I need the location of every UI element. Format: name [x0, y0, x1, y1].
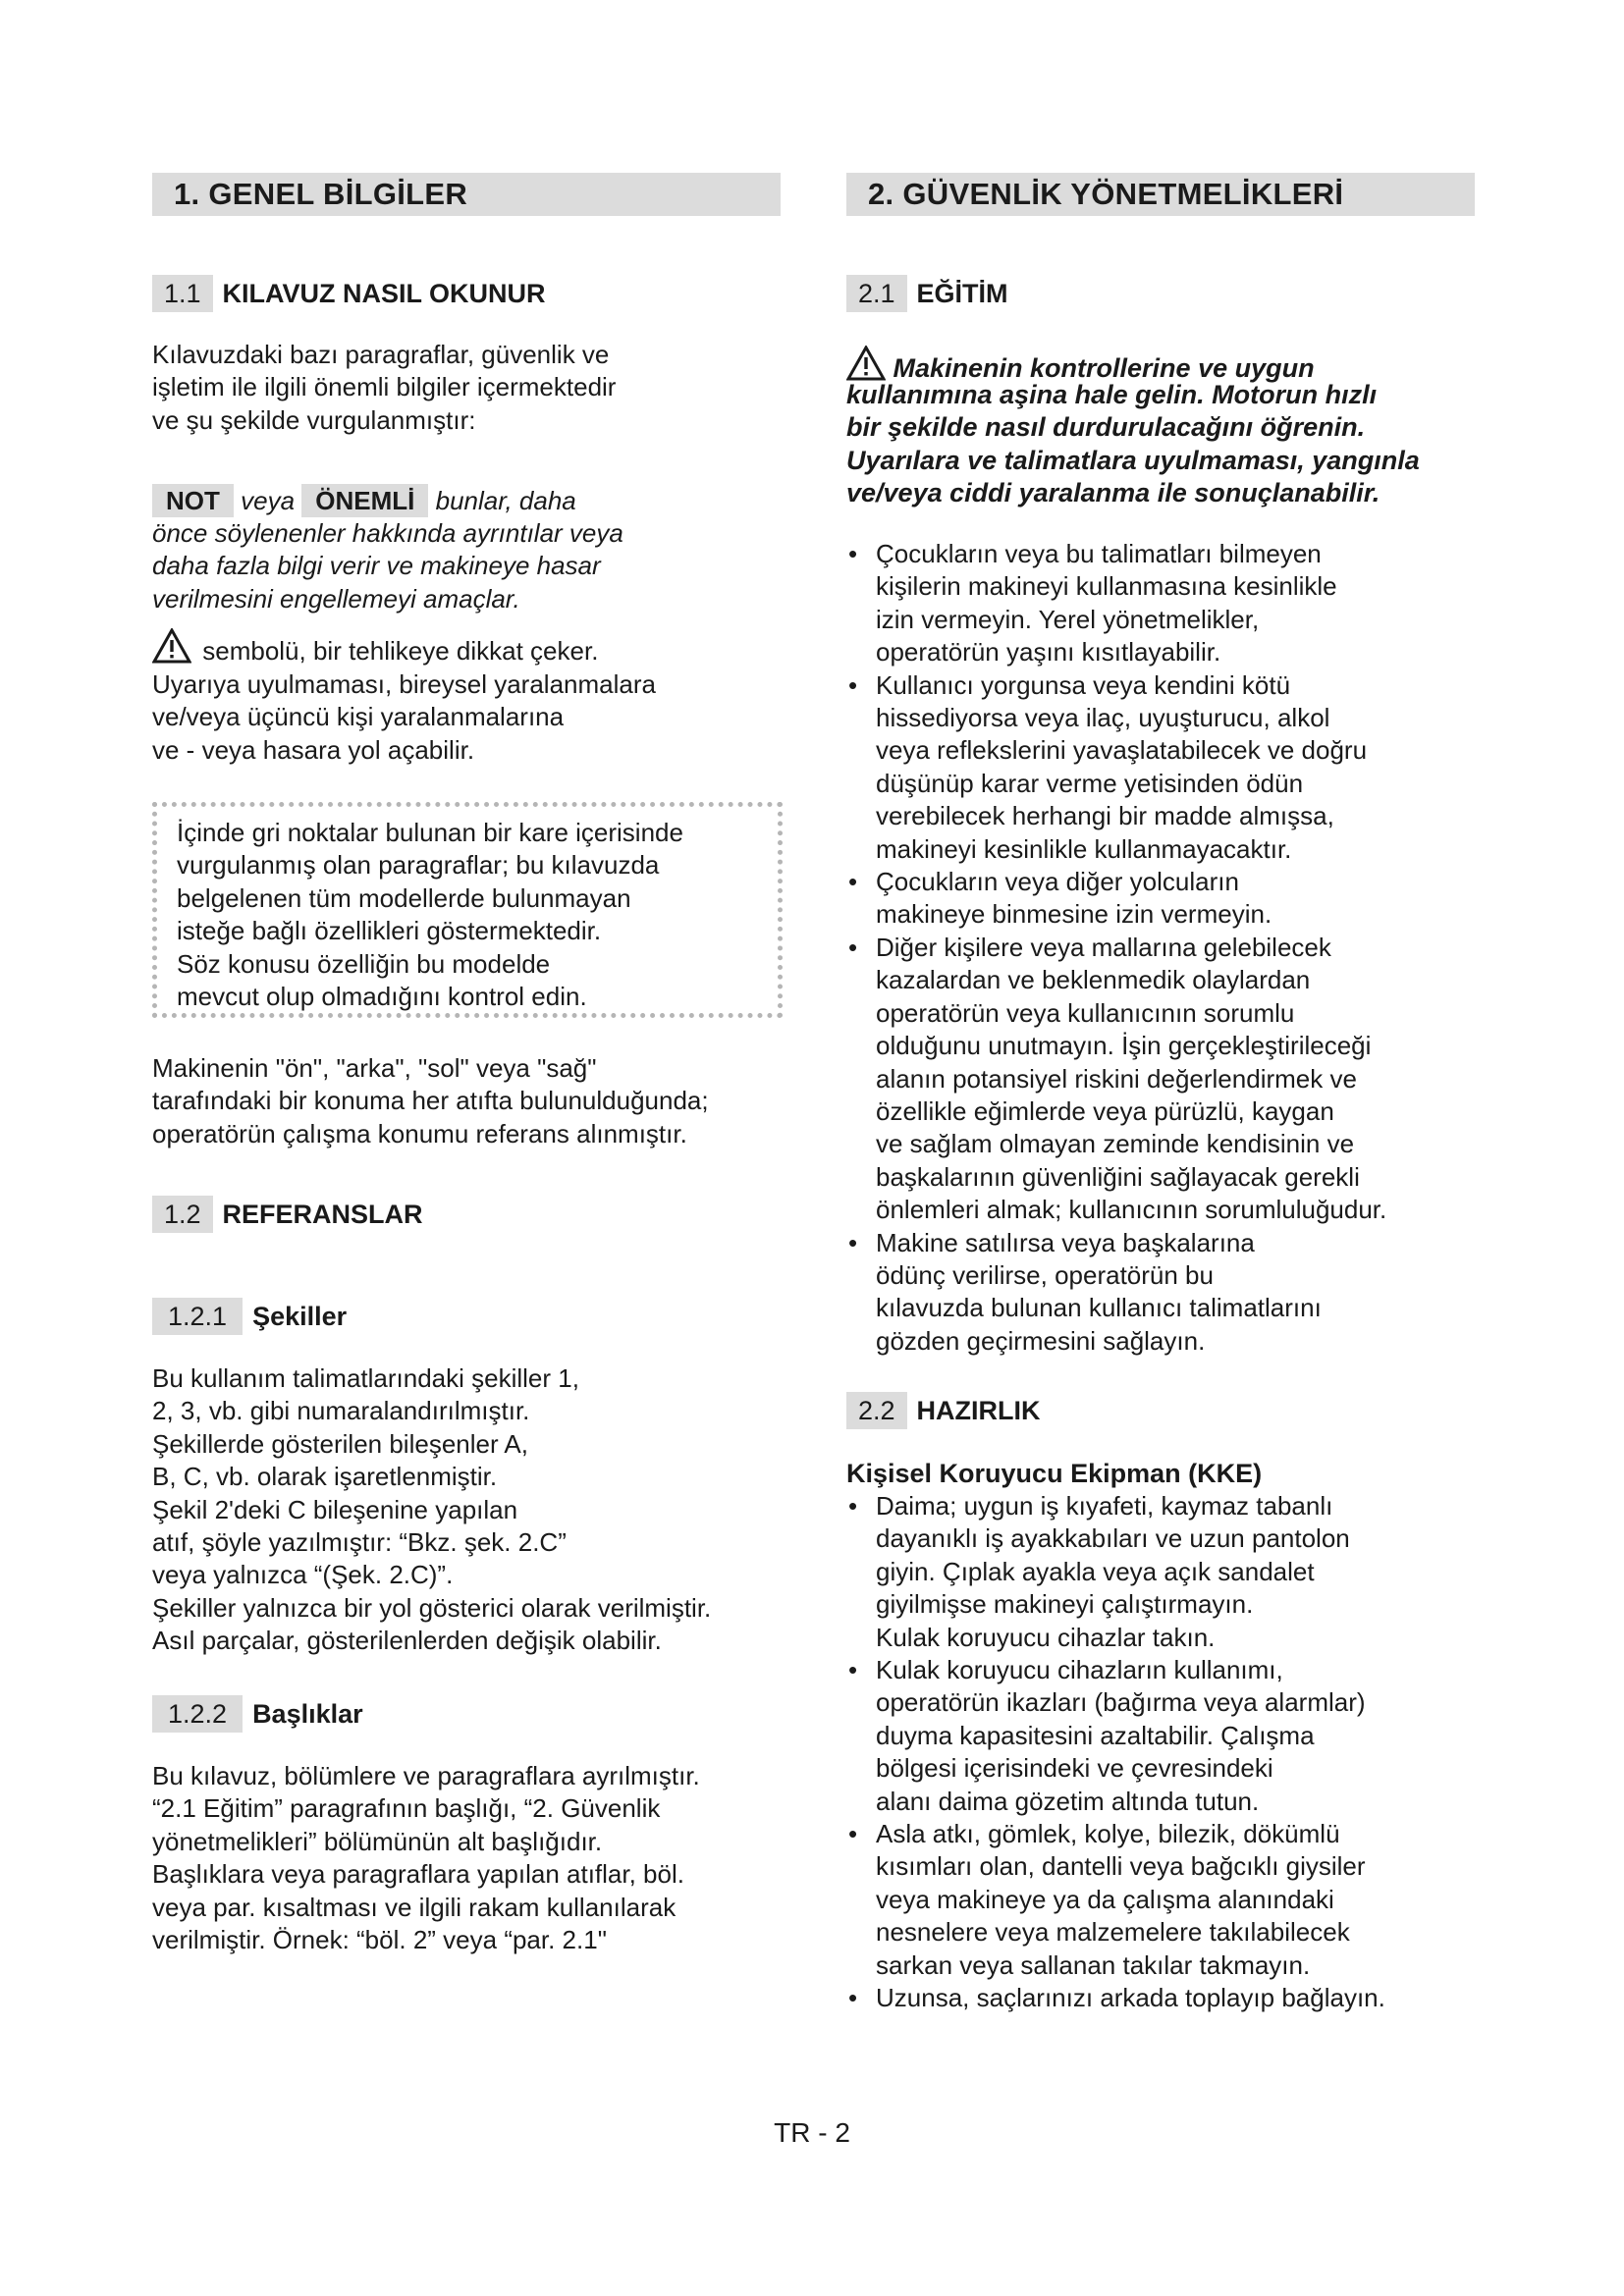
heading-text: HAZIRLIK: [916, 1396, 1041, 1425]
note-tag: NOT: [152, 484, 234, 517]
symbol-paragraph: Uyarıya uyulmaması, bireysel yaralanmalara ve/veya üçüncü kişi yaralanmalarına ve - veya hasara yol açabilir.: [152, 669, 656, 765]
ppe-title: Kişisel Koruyucu Ekipman (KKE): [846, 1459, 1263, 1488]
symbol-line: [152, 628, 790, 671]
symbol-line-text: sembolü, bir tehlikeye dikkat çeker.: [202, 636, 599, 666]
warning-paragraph: kullanımına aşina hale gelin. Motorun hızlı bir şekilde nasıl durdurulacağını öğrenin. Uyarılara ve talimatlara uyulmaması, yangınla ve/veya ciddi yaralanma ile sonuçlanabilir.: [846, 380, 1420, 508]
training-bullet-list: [846, 538, 1494, 1358]
heading-text: REFERANSLAR: [222, 1200, 423, 1229]
list-item: • Kulak koruyucu cihazların kullanımı, operatörün ikazları (bağırma veya alarmlar) duyma kapasitesini azaltabilir. Çalışma bölgesi içerisindeki ve çevresindeki alanı daima gözetim altında tutun.: [846, 1654, 1494, 1818]
heading-number: 1.2.2: [152, 1695, 243, 1733]
position-paragraph: Makinenin "ön", "arka", "sol" veya "sağ" tarafındaki bir konuma her atıfta bulunulduğunda; operatörün çalışma konumu referans alınmıştır.: [152, 1053, 709, 1148]
heading-1-2-1: [152, 1298, 347, 1335]
list-item: • Makine satılırsa veya başkalarına ödünç verilirse, operatörün bu kılavuzda bulunan kullanıcı talimatlarını gözden geçirmesini sağlayın.: [846, 1227, 1494, 1359]
heading-number: 1.2: [152, 1196, 213, 1233]
optional-features-text: İçinde gri noktalar bulunan bir kare içerisinde vurgulanmış olan paragraflar; bu kılavuzda belgelenen tüm modellerde bulunmayan isteğe bağlı özellikleri göstermektedir. Söz konusu özelliğin bu modelde mevcut olup olmadığını kontrol edin.: [177, 818, 683, 1012]
heading-number: 1.1: [152, 275, 213, 312]
list-item: • Çocukların veya bu talimatları bilmeyen kişilerin makineyi kullanmasına kesinlikle izin vermeyin. Yerel yönetmelikler, operatörün yaşını kısıtlayabilir.: [846, 538, 1494, 669]
heading-2-2: [846, 1392, 1041, 1429]
heading-number: 2.1: [846, 275, 907, 312]
figures-paragraph: Bu kullanım talimatlarındaki şekiller 1, 2, 3, vb. gibi numaralandırılmıştır. Şekillerde gösterilen bileşenler A, B, C, vb. olarak işaretlenmiştir. Şekil 2'deki C bileşenine yapılan atıf, şöyle yazılmıştır: “Bkz. şek. 2.C” veya yalnızca “(Şek. 2.C)”. Şekiller yalnızca bir yol gösterici olarak verilmiştir. Asıl parçalar, gösterilenlerden değişik olabilir.: [152, 1363, 712, 1656]
heading-1-2-2: [152, 1695, 363, 1733]
heading-text: Başlıklar: [252, 1699, 363, 1729]
heading-text: EĞİTİM: [916, 279, 1008, 308]
list-item: • Daima; uygun iş kıyafeti, kaymaz tabanlı dayanıklı iş ayakkabıları ve uzun pantolon giyin. Çıplak ayakla veya açık sandalet giyilmişse makineyi çalıştırmayın. Kulak koruyucu cihazlar takın.: [846, 1490, 1494, 1654]
headings-paragraph: Bu kılavuz, bölümlere ve paragraflara ayrılmıştır. “2.1 Eğitim” paragrafının başlığı, “2. Güvenlik yönetmelikleri” bölümünün alt başlığıdır. Başlıklara veya paragraflara yapılan atıflar, böl. veya par. kısaltması ve ilgili rakam kullanılarak verilmiştir. Örnek: “böl. 2” veya “par. 2.1": [152, 1761, 700, 1955]
note-veya: veya: [241, 486, 296, 515]
section-title-safety: 2. GÜVENLİK YÖNETMELİKLERİ: [846, 173, 1475, 216]
heading-number: 1.2.1: [152, 1298, 243, 1335]
list-item: • Kullanıcı yorgunsa veya kendini kötü hissediyorsa veya ilaç, uyuşturucu, alkol veya reflekslerini yavaşlatabilecek ve doğru düşünüp karar verme yetisinden ödün verebilecek herhangi bir madde almışsa, makineyi kesinlikle kullanmayacaktır.: [846, 669, 1494, 866]
warning-triangle-icon: [152, 628, 191, 671]
important-tag: ÖNEMLİ: [301, 484, 428, 517]
heading-text: Şekiller: [252, 1302, 348, 1331]
intro-paragraph: Kılavuzdaki bazı paragraflar, güvenlik ve işletim ile ilgili önemli bilgiler içermektedir ve şu şekilde vurgulanmıştır:: [152, 340, 617, 435]
heading-text: KILAVUZ NASIL OKUNUR: [222, 279, 546, 308]
heading-number: 2.2: [846, 1392, 907, 1429]
heading-2-1: [846, 275, 1008, 312]
list-item: • Çocukların veya diğer yolcuların makineye binmesine izin vermeyin.: [846, 866, 1494, 932]
warning-line-text: Makinenin kontrollerine ve uygun: [893, 353, 1315, 383]
list-item: • Uzunsa, saçlarınızı arkada toplayıp bağlayın.: [846, 1982, 1494, 2014]
page-number: TR - 2: [774, 2117, 850, 2148]
note-line1-rest: bunlar, daha: [435, 486, 576, 515]
heading-1-1: [152, 275, 546, 312]
ppe-bullet-list: [846, 1490, 1494, 2015]
note-line: [152, 484, 790, 517]
heading-1-2: [152, 1196, 423, 1233]
list-item: • Diğer kişilere veya mallarına gelebilecek kazalardan ve beklenmedik olaylardan operatörün veya kullanıcının sorumlu olduğunu unutmayın. İşin gerçekleştirileceği alanın potansiyel riskini değerlendirmek ve özellikle eğimlerde veya pürüzlü, kaygan ve sağlam olmayan zeminde kendisinin ve başkalarının güvenliğini sağlayacak gerekli önlemleri almak; kullanıcının sorumluluğudur.: [846, 932, 1494, 1227]
note-paragraph: önce söylenenler hakkında ayrıntılar veya daha fazla bilgi verir ve makineye hasar verilmesini engellemeyi amaçlar.: [152, 518, 623, 614]
optional-features-box: [152, 802, 783, 1018]
section-title-general-info: 1. GENEL BİLGİLER: [152, 173, 781, 216]
list-item: • Asla atkı, gömlek, kolye, bilezik, dökümlü kısımları olan, dantelli veya bağcıklı giysiler veya makineye ya da çalışma alanındaki nesnelere veya malzemelere takılabilecek sarkan veya sallanan takılar takmayın.: [846, 1818, 1494, 1982]
